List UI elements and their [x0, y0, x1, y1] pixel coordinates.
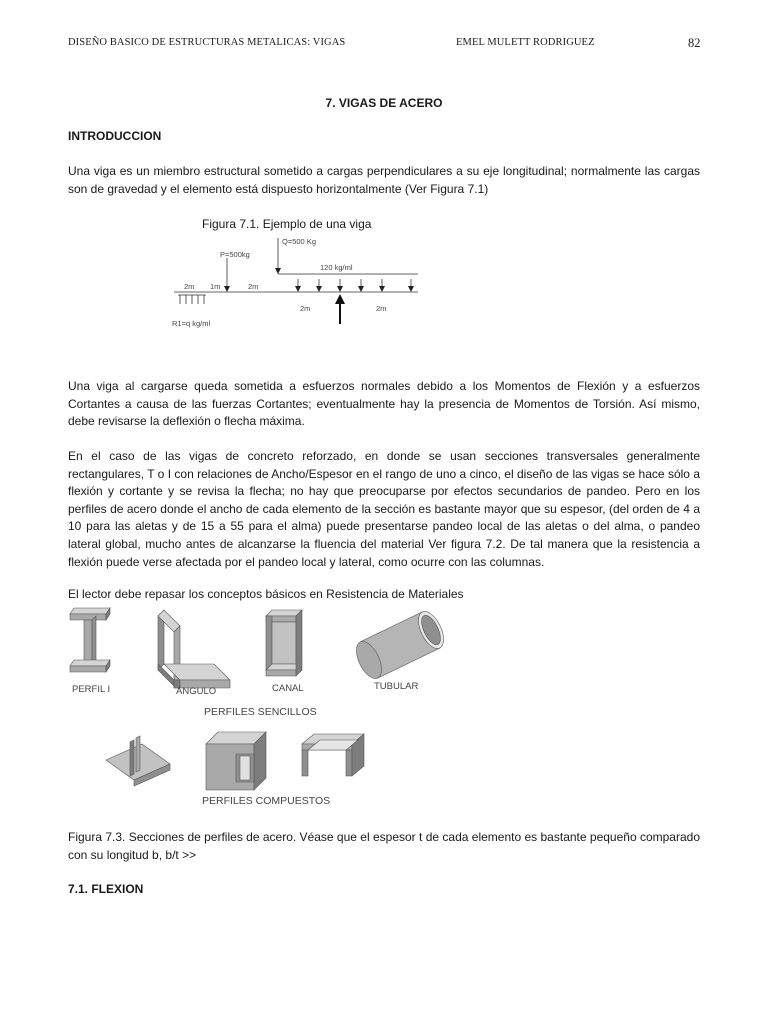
dim-label: 2m	[300, 304, 311, 313]
figure-7-3-caption: Figura 7.3. Secciones de perfiles de acero. Véase que el espesor t de cada elemento es bastante pequeño comparado con su longitud b, b/t >>	[68, 830, 700, 862]
reaction-arrow	[335, 294, 345, 324]
running-header-author: EMEL MULETT RODRIGUEZ	[456, 37, 595, 48]
paragraph-concreto: En el caso de las vigas de concreto reforzado, en donde se usan secciones transversales generalmente rectangulares, T o I con relaciones de Ancho/Espesor en el rango de uno a cinco, el diseño de las vigas se hace sólo a flexión y cortante y se revisa la flecha; no hay que preocuparse por efectos secundarios de pandeo. Pero en los perfiles de acero donde el ancho de cada elemento de la sección es bastante mayor que su espesor, (del orden de 4 a 10 para las aletas y de 15 a 55 para el alma) puede presentarse pandeo local de las aletas o del alma, o pandeo lateral global, mucho antes de alcanzarse la fluencia del material Ver figura 7.2. De tal manera que la resistencia a flexión puede verse afectada por el pandeo local y lateral, como ocurre con las columnas.	[68, 449, 700, 569]
intro-heading: INTRODUCCION	[68, 129, 162, 143]
section-heading-flexion: 7.1. FLEXION	[68, 882, 144, 896]
beam-diagram	[168, 232, 428, 332]
dim-label: 2m	[248, 282, 259, 291]
box-section-shape	[206, 732, 266, 790]
label-perfiles-compuestos: PERFILES COMPUESTOS	[202, 795, 331, 807]
double-angle-shape	[106, 736, 170, 786]
q-load-arrowhead	[275, 268, 281, 274]
paragraph-lector: El lector debe repasar los conceptos básicos en Resistencia de Materiales	[68, 587, 464, 601]
dim-label: 2m	[376, 304, 387, 313]
label-perfil-i: PERFIL I	[72, 684, 111, 695]
q-load-label: Q=500 Kg	[282, 237, 316, 246]
distributed-load-label: 120 kg/ml	[320, 263, 353, 272]
figure-7-1-caption: Figura 7.1. Ejemplo de una viga	[202, 217, 372, 231]
dim-label: 1m	[210, 282, 221, 291]
page-number: 82	[688, 36, 701, 50]
steel-profiles-figure	[60, 604, 460, 814]
label-angulo: ÁNGULO	[176, 686, 217, 697]
paragraph-esfuerzos: Una viga al cargarse queda sometida a esfuerzos normales debido a los Momentos de Flexión y a esfuerzos Cortantes a causa de las fuerzas Cortantes; eventualmente hay la presencia de Momentos de Torsión. Así mismo, debe revisarse la deflexión o flecha máxima.	[68, 379, 700, 429]
p-load-label: P=500kg	[220, 250, 250, 259]
dim-label: 2m	[184, 282, 195, 291]
tube-shape	[351, 608, 449, 683]
channel-shape	[266, 610, 302, 676]
built-up-channel-shape	[302, 734, 364, 776]
r-load-label: R1=q kg/ml	[172, 319, 211, 328]
chapter-title: 7. VIGAS DE ACERO	[325, 96, 443, 110]
i-beam-shape	[70, 608, 110, 672]
paragraph-intro: Una viga es un miembro estructural sometido a cargas perpendiculares a su eje longitudinal; normalmente las cargas son de gravedad y el elemento está dispuesto horizontalmente (Ver Figura 7.1)	[68, 164, 700, 196]
angle-shape	[158, 610, 230, 688]
label-perfiles-sencillos: PERFILES SENCILLOS	[204, 706, 317, 718]
running-header-title: DISEÑO BASICO DE ESTRUCTURAS METALICAS: VIGAS	[68, 37, 346, 48]
label-tubular: TUBULAR	[374, 681, 419, 692]
p-load-arrowhead	[224, 286, 230, 292]
label-canal: CANAL	[272, 683, 304, 694]
